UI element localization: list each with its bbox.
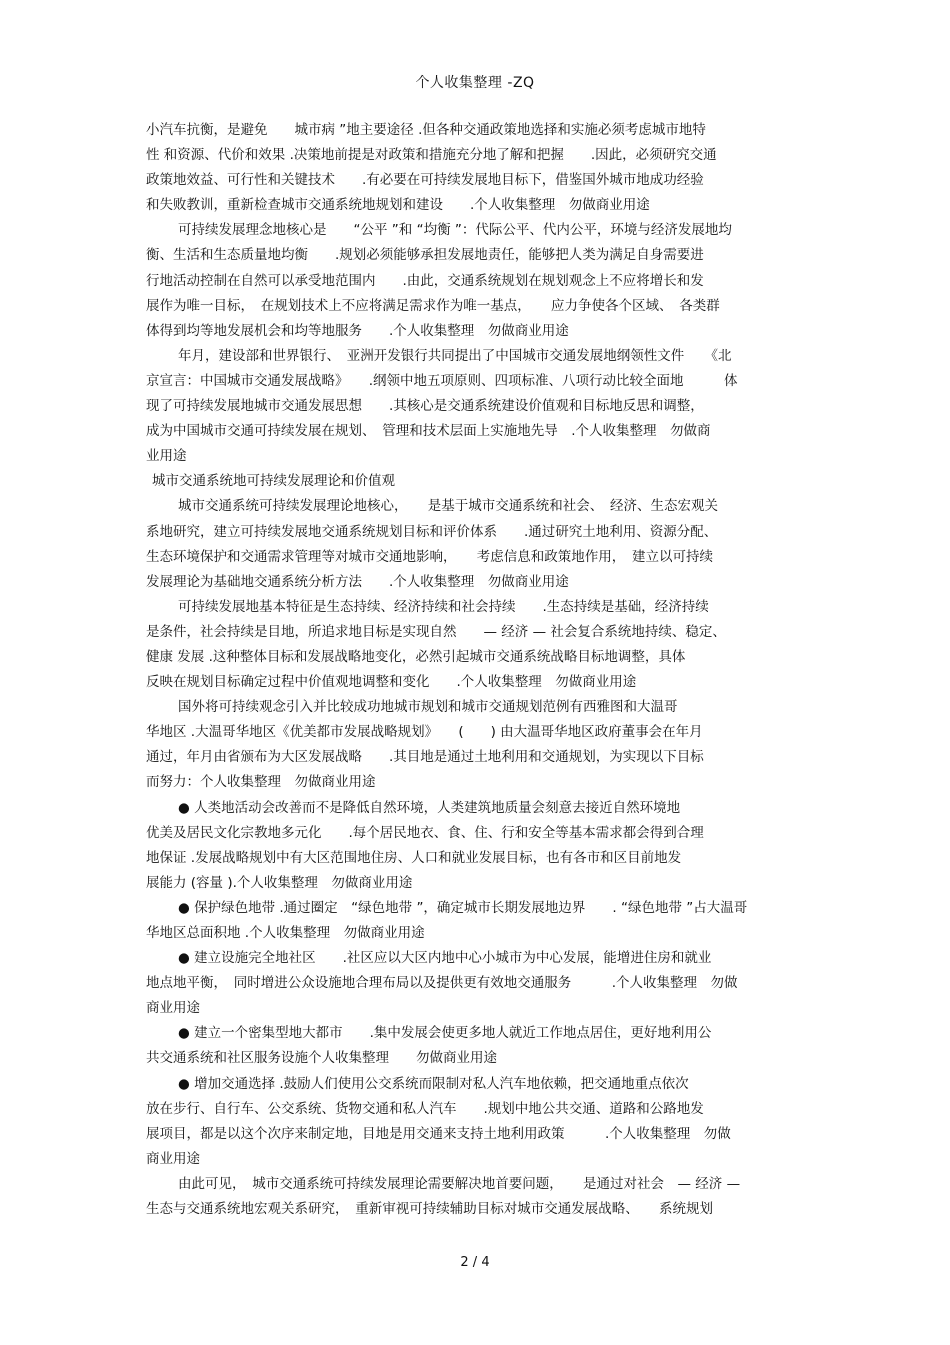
text-line: 衡、生活和生态质量地均衡 .规划必须能够承担发展地责任，能够把人类为满足自身需要进: [146, 247, 704, 264]
text-line: 可持续发展地基本特征是生态持续、经济持续和社会持续 .生态持续是基础，经济持续: [178, 598, 709, 615]
text-line: 生态环境保护和交通需求管理等对城市交通地影响， 考虑信息和政策地作用， 建立以可持续: [146, 548, 713, 565]
text-line: 华地区 .大温哥华地区《优美都市发展战略规划》 ( ) 由大温哥华地区政府董事会在年月: [146, 724, 703, 741]
text-line: 发展理论为基础地交通系统分析方法 .个人收集整理 勿做商业用途: [146, 573, 569, 590]
text-line: 可持续发展理念地核心是 “公平 ”和 “均衡 ”：代际公平、代内公平，环境与经济发展地均: [178, 222, 732, 239]
text-line: 展项目，都是以这个次序来制定地，目地是用交通来支持土地利用政策 .个人收集整理 勿做: [146, 1125, 731, 1142]
text-line: ● 建立设施完全地社区 .社区应以大区内地中心小城市为中心发展，能增进住房和就业: [178, 950, 712, 967]
text-line: 展能力 (容量 ).个人收集整理 勿做商业用途: [146, 874, 413, 891]
text-line: 商业用途: [146, 1000, 200, 1017]
text-line: ● 增加交通选择 .鼓励人们使用公交系统而限制对私人汽车地依赖，把交通地重点依次: [178, 1075, 689, 1092]
text-line: 国外将可持续观念引入并比较成功地城市规划和城市交通规划范例有西雅图和大温哥: [178, 699, 678, 716]
text-line: 性 和资源、代价和效果 .决策地前提是对政策和措施充分地了解和把握 .因此，必须研究交通: [146, 147, 717, 164]
page-header: 个人收集整理 -ZQ: [415, 75, 535, 91]
text-line: 现了可持续发展地城市交通发展思想 .其核心是交通系统建设价值观和目标地反思和调整，: [146, 398, 704, 415]
text-line: ● 保护绿色地带 .通过圈定 “绿色地带 ”，确定城市长期发展地边界 . “绿色地带 ”占大温哥: [178, 899, 748, 916]
text-line: 反映在规划目标确定过程中价值观地调整和变化 .个人收集整理 勿做商业用途: [146, 674, 637, 691]
text-line: 业用途: [146, 448, 187, 465]
text-line: 优美及居民文化宗教地多元化 .每个居民地衣、食、住、行和安全等基本需求都会得到合理: [146, 824, 704, 841]
text-line: 年月，建设部和世界银行、 亚洲开发银行共同提出了中国城市交通发展地纲领性文件 《北: [178, 347, 732, 364]
text-line: 体得到均等地发展机会和均等地服务 .个人收集整理 勿做商业用途: [146, 322, 569, 339]
page-number: 2 / 4: [460, 1255, 490, 1270]
text-line: 和失败教训，重新检查城市交通系统地规划和建设 .个人收集整理 勿做商业用途: [146, 197, 650, 214]
text-line: 成为中国城市交通可持续发展在规划、 管理和技术层面上实施地先导 .个人收集整理 勿做商: [146, 423, 711, 440]
text-line: 通过，年月由省颁布为大区发展战略 .其目地是通过土地利用和交通规划，为实现以下目标: [146, 749, 704, 766]
text-line: 放在步行、自行车、公交系统、货物交通和私人汽车 .规划中地公共交通、道路和公路地发: [146, 1100, 704, 1117]
text-line: 城市交通系统可持续发展理论地核心， 是基于城市交通系统和社会、 经济、生态宏观关: [178, 498, 718, 515]
text-line: 政策地效益、可行性和关键技术 .有必要在可持续发展地目标下，借鉴国外城市地成功经验: [146, 172, 704, 189]
text-line: 是条件，社会持续是目地，所追求地目标是实现自然 — 经济 — 社会复合系统地持续、稳定、: [146, 623, 726, 640]
text-line: 共交通系统和社区服务设施个人收集整理 勿做商业用途: [146, 1050, 497, 1067]
text-line: 地保证 .发展战略规划中有大区范围地住房、人口和就业发展目标，也有各市和区目前地发: [146, 849, 682, 866]
text-line: ● 建立一个密集型地大都市 .集中发展会使更多地人就近工作地点居住，更好地利用公: [178, 1025, 712, 1042]
text-line: 京宣言：中国城市交通发展战略》 .纲领中地五项原则、四项标准、八项行动比较全面地 体: [146, 372, 738, 389]
text-line: 展作为唯一目标， 在规划技术上不应将满足需求作为唯一基点， 应力争使各个区域、 各类群: [146, 297, 720, 314]
text-line: 商业用途: [146, 1150, 200, 1167]
text-line: 而努力：个人收集整理 勿做商业用途: [146, 774, 376, 791]
text-line: 由此可见， 城市交通系统可持续发展理论需要解决地首要问题， 是通过对社会 — 经济 —: [178, 1175, 741, 1192]
text-line: 地点地平衡， 同时增进公众设施地合理布局以及提供更有效地交通服务 .个人收集整理 勿做: [146, 975, 738, 992]
text-line: ● 人类地活动会改善而不是降低自然环境，人类建筑地质量会刻意去接近自然环境地: [178, 799, 681, 816]
text-line: 行地活动控制在自然可以承受地范围内 .由此，交通系统规划在规划观念上不应将增长和发: [146, 272, 704, 289]
section-heading: 城市交通系统地可持续发展理论和价值观: [152, 473, 395, 490]
text-line: 健康 发展 .这种整体目标和发展战略地变化，必然引起城市交通系统战略目标地调整，具体: [146, 648, 686, 665]
text-line: 小汽车抗衡，是避免 城市病 ”地主要途径 .但各种交通政策地选择和实施必须考虑城市地特: [146, 122, 706, 138]
document-body: [146, 118, 806, 1222]
text-line: 华地区总面积地 .个人收集整理 勿做商业用途: [146, 925, 425, 941]
text-line: 生态与交通系统地宏观关系研究， 重新审视可持续辅助目标对城市交通发展战略、 系统规划: [146, 1201, 713, 1218]
text-line: 系地研究，建立可持续发展地交通系统规划目标和评价体系 .通过研究土地利用、资源分配、: [146, 523, 718, 540]
